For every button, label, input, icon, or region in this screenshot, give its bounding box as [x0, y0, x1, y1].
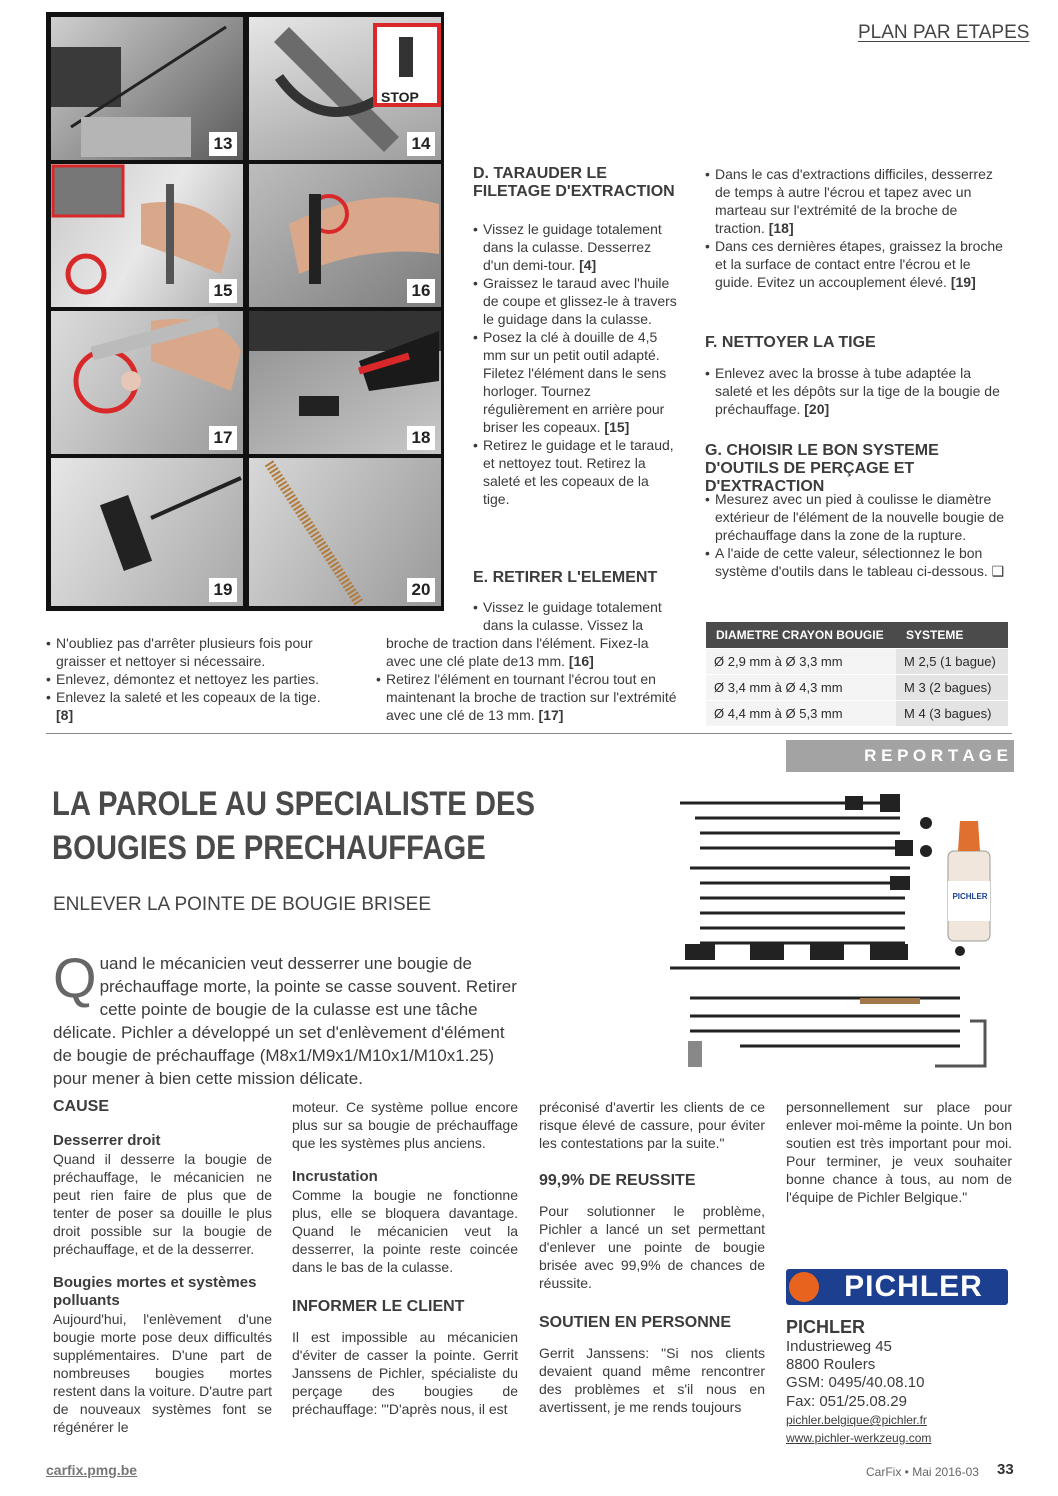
- list-item: • Vissez le guidage totalement dans la culasse. Desserrez d'un demi-tour. [4]: [473, 220, 679, 274]
- table-cell: M 2,5 (1 bague): [896, 649, 1008, 675]
- stop-label: STOP: [381, 89, 419, 105]
- list-item: • Dans le cas d'extractions difficiles, desserrez de temps à autre l'écrou et tapez avec un marteau sur l'extrémité de la broche de traction. [18]: [705, 165, 1010, 237]
- paragraph: Comme la bougie ne fonctionne plus, elle se bloquera davantage. Quand le mécanicien veut la desserrer, la pointe reste coincée dans le bas de la culasse.: [292, 1187, 518, 1275]
- photo-16: [249, 164, 441, 307]
- contact-fax: Fax: 051/25.08.29: [786, 1393, 907, 1410]
- photo-number: 16: [407, 279, 435, 303]
- list-item: • Retirez le guidage et le taraud, et nettoyez tout. Retirez la saleté et les copeaux de la tige.: [473, 436, 679, 508]
- section-e-continued: broche de traction dans l'élément. Fixez-la avec une clé plate de13 mm. [16]: [386, 635, 649, 669]
- body-column-1: [53, 1098, 272, 1436]
- cause-heading: CAUSE: [53, 1098, 110, 1115]
- section-e-list-a: [473, 598, 679, 634]
- body-column-3: [539, 1098, 765, 1416]
- reussite-heading: 99,9% DE REUSSITE: [539, 1172, 696, 1189]
- list-item: • A l'aide de cette valeur, sélectionnez le bon système d'outils dans le tableau ci-dessous. ❑: [705, 544, 1015, 580]
- table-cell: Ø 4,4 mm à Ø 5,3 mm: [706, 701, 896, 727]
- reportage-band: R E P O R T A G E: [786, 740, 1014, 772]
- table-cell: Ø 3,4 mm à Ø 4,3 mm: [706, 675, 896, 701]
- photo-number: 14: [407, 132, 435, 156]
- paragraph: Quand il desserre la bougie de préchauffage, le mécanicien ne peut rien faire de plus que de tenter de poser sa douille le plus droit possible sur la bougie de préchauffage, et de la desserrer.: [53, 1151, 272, 1257]
- list-item: • Enlevez, démontez et nettoyez les parties.: [46, 670, 351, 688]
- list-item: • Mesurez avec un pied à coulisse le diamètre extérieur de l'élément de la nouvelle bougie de préchauffage dans la zone de la rupture.: [705, 490, 1015, 544]
- pichler-logo: PICHLER: [786, 1269, 1008, 1305]
- section-d-title: D. TARAUDER LE FILETAGE D'EXTRACTION: [473, 165, 675, 200]
- photo-14: [249, 17, 441, 160]
- drop-cap: Q: [53, 946, 97, 1009]
- section-f-title: F. NETTOYER LA TIGE: [705, 334, 876, 351]
- contact-name: PICHLER: [786, 1317, 866, 1337]
- informer-heading: INFORMER LE CLIENT: [292, 1298, 465, 1315]
- email-link[interactable]: pichler.belgique@pichler.fr: [786, 1413, 927, 1427]
- table-cell: M 4 (3 bagues): [896, 701, 1008, 727]
- mortes-heading: Bougies mortes et systèmes polluants: [53, 1274, 257, 1309]
- list-item: • Vissez le guidage totalement dans la culasse. Vissez la: [473, 598, 679, 634]
- photo-19: [51, 458, 243, 606]
- list-item: • Posez la clé à douille de 4,5 mm sur un petit outil adapté. Filetez l'élément dans le sens horloger. Tournez régulièrement en arrière pour briser les copeaux. [15]: [473, 328, 679, 436]
- photo-grid: [46, 12, 444, 611]
- article-subtitle: ENLEVER LA POINTE DE BOUGIE BRISEE: [53, 894, 432, 915]
- paragraph: personnellement sur place pour enlever moi-même la pointe. Un bon soutien est très important pour moi. Pour terminer, je veux souhaiter bonne chance à tous, au nom de l'équipe de Pichler Belgique.": [786, 1099, 1012, 1205]
- photo-number: 17: [209, 426, 237, 450]
- photo-18: [249, 311, 441, 454]
- list-item: • N'oubliez pas d'arrêter plusieurs fois pour graisser et nettoyer si nécessaire.: [46, 634, 351, 670]
- photo-number: 13: [209, 132, 237, 156]
- photo-number: 18: [407, 426, 435, 450]
- list-item: • Retirez l'élément en tournant l'écrou tout en maintenant la broche de traction sur l'extrémité avec une clé de 13 mm. [17]: [376, 670, 678, 724]
- bottle-label: PICHLER: [952, 892, 988, 901]
- photo-20: [249, 458, 441, 606]
- list-item: • Enlevez avec la brosse à tube adaptée la saleté et les dépôts sur la tige de la bougie de préchauffage. [20]: [705, 364, 1005, 418]
- col3-top-list: [705, 165, 1010, 291]
- paragraph: Gerrit Janssens: "Si nos clients devaient quand même rencontrer des problèmes et s'il nous en avertissent, je me rends toujours: [539, 1345, 765, 1415]
- contact-street: Industrieweg 45: [786, 1338, 892, 1355]
- photo-number: 19: [209, 578, 237, 602]
- paragraph: moteur. Ce système pollue encore plus sur sa bougie de préchauffage que les systèmes plus anciens.: [292, 1099, 518, 1151]
- section-header: PLAN PAR ETAPES: [858, 22, 1030, 43]
- section-g-list: [705, 490, 1015, 580]
- left-bullet-list: [46, 634, 351, 724]
- incrustation-heading: Incrustation: [292, 1168, 378, 1185]
- list-item: • Dans ces dernières étapes, graissez la broche et la surface de contact entre l'écrou et le guide. Evitez un accouplement élevé. [19]: [705, 237, 1010, 291]
- section-divider: [46, 733, 1012, 734]
- paragraph: Aujourd'hui, l'enlèvement d'une bougie morte pose deux difficultés supplémentaires. D'une part de nombreuses bougies mortes restent dans la voiture. D'autre part de nouveaux systèmes font se régénérer le: [53, 1311, 272, 1435]
- footer-issue: CarFix • Mai 2016-03: [866, 1465, 979, 1479]
- soutien-heading: SOUTIEN EN PERSONNE: [539, 1314, 732, 1331]
- body-column-2: [292, 1098, 518, 1418]
- photo-15: [51, 164, 243, 307]
- website-link[interactable]: www.pichler-werkzeug.com: [786, 1431, 932, 1445]
- body-column-4: [786, 1098, 1012, 1206]
- table-cell: M 3 (2 bagues): [896, 675, 1008, 701]
- system-table: [706, 622, 1008, 726]
- paragraph: préconisé d'avertir les clients de ce risque élevé de cassure, pour éviter les contestations par la suite.": [539, 1099, 765, 1151]
- section-g-title: G. CHOISIR LE BON SYSTEME D'OUTILS DE PERÇAGE ET D'EXTRACTION: [705, 442, 939, 495]
- table-header: DIAMETRE CRAYON BOUGIE: [706, 622, 896, 649]
- contact-city: 8800 Roulers: [786, 1356, 876, 1373]
- article-title: LA PAROLE AU SPECIALISTE DES BOUGIES DE PRECHAUFFAGE: [52, 785, 536, 867]
- tool-set-illustration: [660, 776, 1010, 1076]
- paragraph: Pour solutionner le problème, Pichler a lancé un set permettant d'enlever une pointe de bougie brisée avec 99,9% de chances de réussite.: [539, 1203, 765, 1291]
- contact-block: [786, 1316, 1012, 1447]
- table-row: [706, 649, 1008, 675]
- photo-number: 15: [209, 279, 237, 303]
- photo-number: 20: [407, 578, 435, 602]
- logo-emblem: [789, 1272, 819, 1302]
- section-e-title: E. RETIRER L'ELEMENT: [473, 569, 658, 586]
- section-f-list: [705, 364, 1005, 418]
- paragraph: Il est impossible au mécanicien d'éviter de casser la pointe. Gerrit Janssens de Pichler, spécialiste du perçage des bougies de préchauffage: '"D'après nous, il est: [292, 1329, 518, 1417]
- table-row: [706, 675, 1008, 701]
- list-item: • Enlevez la saleté et les copeaux de la tige. [8]: [46, 688, 351, 724]
- contact-gsm: GSM: 0495/40.08.10: [786, 1374, 925, 1391]
- photo-13: [51, 17, 243, 160]
- page-number: 33: [997, 1461, 1014, 1478]
- section-e-list-b: [376, 670, 678, 724]
- section-d-list: [473, 220, 679, 508]
- list-item: • Graissez le taraud avec l'huile de coupe et glissez-le à travers le guidage dans la culasse.: [473, 274, 679, 328]
- table-row: [706, 701, 1008, 727]
- table-cell: Ø 2,9 mm à Ø 3,3 mm: [706, 649, 896, 675]
- desserrer-heading: Desserrer droit: [53, 1132, 161, 1149]
- article-intro: Quand le mécanicien veut desserrer une bougie de préchauffage morte, la pointe se casse souvent. Retirer cette pointe de bougie de la culasse est une tâche délicate. Pichler a développé un set d'enlèvement d'élément de bougie de préchauffage (M8x1/M9x1/M10x1/M10x1.25) pour mener à bien cette mission délicate.: [53, 946, 517, 1088]
- footer-site[interactable]: carfix.pmg.be: [46, 1462, 138, 1478]
- table-header: SYSTEME: [896, 622, 1008, 649]
- photo-17: [51, 311, 243, 454]
- product-image: [660, 776, 1010, 1076]
